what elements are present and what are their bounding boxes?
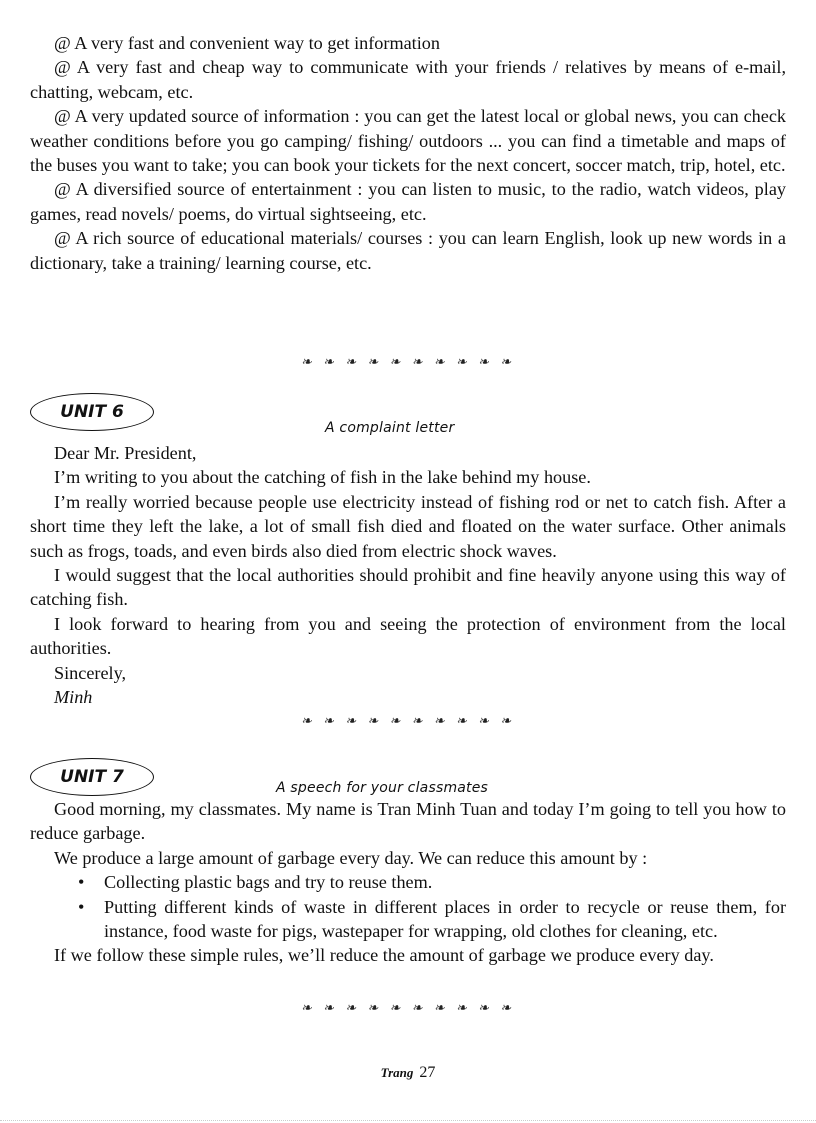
intro-item: @ A rich source of educational materials/ courses : you can learn English, look up new words in a dictionary, take a training/ learning course, etc. — [30, 228, 786, 273]
speech — [30, 797, 786, 968]
speech-lead: We produce a large amount of garbage every day. We can reduce this amount by : — [54, 847, 648, 868]
footer-label: Trang — [380, 1065, 414, 1080]
letter-paragraph: I look forward to hearing from you and seeing the protection of environment from the local authorities. — [30, 613, 786, 659]
ornament-divider: ❧ ❧ ❧ ❧ ❧ ❧ ❧ ❧ ❧ ❧ — [300, 1000, 516, 1015]
letter-signature: Minh — [54, 687, 93, 708]
page-edge-divider — [0, 1120, 816, 1121]
page-number: 27 — [419, 1064, 436, 1081]
intro-item: @ A very fast and cheap way to communicate with your friends / relatives by means of e-mail, chatting, webcam, etc. — [30, 57, 786, 102]
intro-item: @ A very fast and convenient way to get information — [54, 33, 440, 53]
intro-list — [30, 31, 786, 275]
list-item — [30, 870, 786, 894]
ornament-divider: ❧ ❧ ❧ ❧ ❧ ❧ ❧ ❧ ❧ ❧ — [300, 713, 516, 728]
intro-item: @ A very updated source of information : you can get the latest local or global news, you can check weather conditions before you go camping/ fishing/ outdoors ... you can find a timetable and maps of the buses you want to take; you can book your tickets for the next concert, soccer match, trip, hotel, etc. — [30, 106, 786, 176]
speech-bullet-list — [30, 870, 786, 943]
list-item — [30, 895, 786, 944]
unit-6-badge: UNIT 6 — [30, 393, 154, 431]
letter-closing: Sincerely, — [54, 662, 127, 683]
bullet-text: Collecting plastic bags and try to reuse them. — [104, 872, 433, 893]
unit-7-title: A speech for your classmates — [276, 780, 489, 796]
bullet-text: Putting different kinds of waste in different places in order to recycle or reuse them, for instance, food waste for pigs, wastepaper for wrapping, old clothes for cleaning, etc. — [104, 896, 786, 942]
bullet-icon: • — [78, 872, 85, 893]
speech-conclusion: If we follow these simple rules, we’ll reduce the amount of garbage we produce every day. — [54, 945, 714, 966]
letter-paragraph: I would suggest that the local authorities should prohibit and fine heavily anyone using this way of catching fish. — [30, 565, 786, 610]
letter-greeting: Dear Mr. President, — [54, 443, 197, 463]
letter-paragraph: I’m really worried because people use electricity instead of fishing rod or net to catch fish. After a short time they left the lake, a lot of small fish died and floated on the water surface. Other animals such as frogs, toads, and even birds also died from electric shock waves. — [30, 491, 786, 561]
complaint-letter — [30, 441, 786, 709]
unit-7-badge: UNIT 7 — [30, 758, 154, 796]
page-footer — [0, 1061, 816, 1085]
unit-6-title: A complaint letter — [325, 420, 455, 436]
speech-opening: Good morning, my classmates. My name is Tran Minh Tuan and today I’m going to tell you how to reduce garbage. — [30, 799, 786, 844]
ornament-divider: ❧ ❧ ❧ ❧ ❧ ❧ ❧ ❧ ❧ ❧ — [300, 354, 516, 369]
letter-paragraph: I’m writing to you about the catching of fish in the lake behind my house. — [54, 467, 591, 488]
intro-item: @ A diversified source of entertainment : you can listen to music, to the radio, watch videos, play games, read novels/ poems, do virtual sightseeing, etc. — [30, 179, 786, 224]
bullet-icon: • — [78, 896, 85, 917]
